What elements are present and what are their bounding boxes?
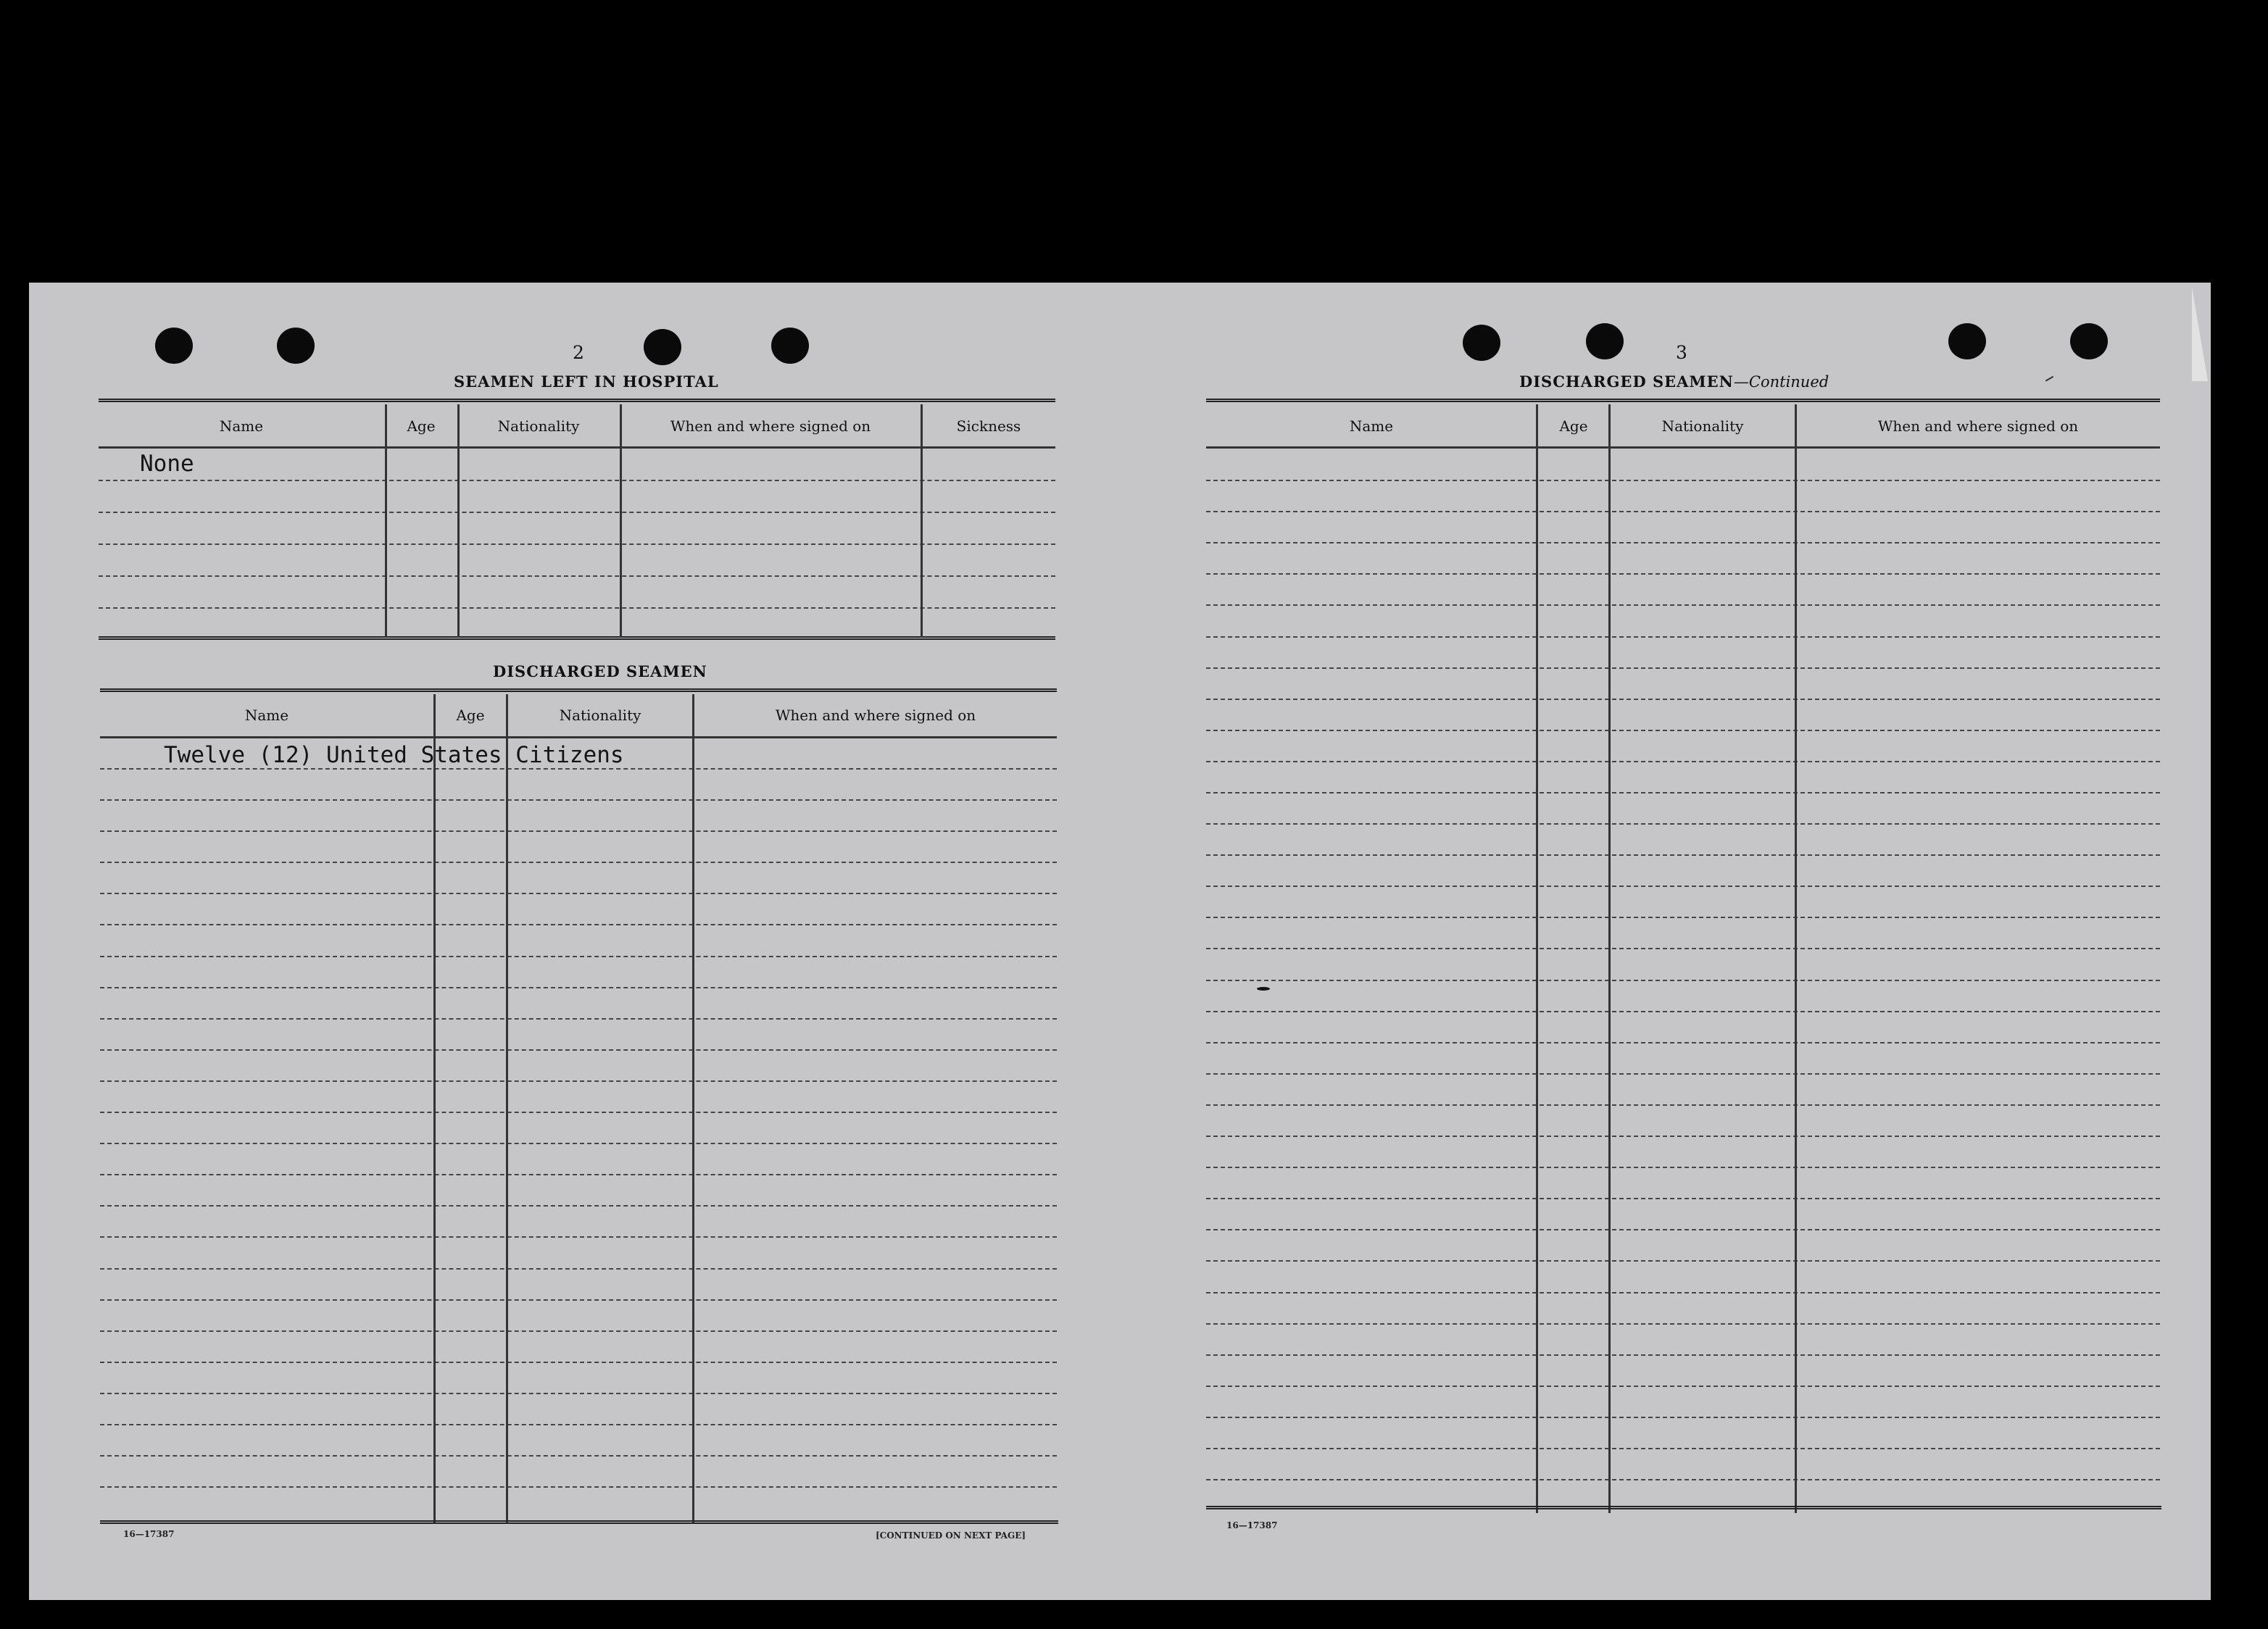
row-line [1206,636,2160,638]
form-number: 16—17387 [1226,1520,1278,1530]
row-line [1206,1073,2160,1075]
row-line [1206,573,2160,575]
row-line [1206,1417,2160,1418]
row-line [1206,1448,2160,1449]
column-header-name: Name [244,707,289,724]
column-divider [620,404,622,638]
punch-hole [644,329,681,365]
page-number: 2 [573,342,584,363]
punch-hole [1948,323,1986,359]
ink-speck [1257,987,1270,991]
row-line [1206,980,2160,981]
row-line [1206,604,2160,606]
row-line [1206,854,2160,856]
column-header-age: Age [456,707,485,724]
row-line [1206,823,2160,825]
row-line [1206,1323,2160,1325]
row-line [100,1455,1057,1457]
row-line [100,1049,1057,1051]
continued-note: [CONTINUED ON NEXT PAGE] [876,1530,1026,1541]
row-line [1206,1479,2160,1480]
table-rule [100,1520,1058,1524]
table-rule [100,736,1057,738]
row-line [100,924,1057,925]
row-line [1206,917,2160,918]
row-line [100,1205,1057,1207]
row-line [1206,480,2160,481]
row-line [100,1362,1057,1363]
typed-entry-discharged: Twelve (12) United States Citizens [164,742,624,768]
row-line [100,1112,1057,1113]
table-rule [1206,446,2160,449]
row-line [1206,730,2160,731]
column-divider [921,404,923,638]
row-line [100,830,1057,832]
table-rule [99,446,1055,449]
section-title-discharged: DISCHARGED SEAMEN [493,662,707,680]
column-divider [1795,404,1797,1513]
row-line [1206,761,2160,762]
row-line [1206,1136,2160,1137]
section-title-hospital: SEAMEN LEFT IN HOSPITAL [454,372,719,391]
row-line [1206,1292,2160,1293]
row-line [1206,1229,2160,1230]
column-divider [1608,404,1611,1513]
row-line [100,1080,1057,1082]
punch-hole [771,328,809,364]
table-rule [1206,399,2160,402]
row-line [100,987,1057,988]
row-line [1206,1260,2160,1262]
row-line [1206,1104,2160,1106]
table-rule [1206,1506,2161,1509]
column-divider [457,404,460,638]
table-rule [99,399,1055,402]
punch-hole [2070,323,2108,359]
row-line [100,799,1057,801]
column-header-name: Name [219,417,264,435]
column-divider [433,694,436,1523]
column-header-nationality: Nationality [559,707,641,724]
row-line [99,512,1055,513]
row-line [100,1143,1057,1144]
row-line [100,1486,1057,1488]
column-header-signed-on: When and where signed on [1877,417,2079,435]
row-line [1206,1354,2160,1356]
row-line [100,1299,1057,1301]
column-header-age: Age [407,417,436,435]
row-line [100,768,1057,770]
row-line [100,956,1057,957]
row-line [100,1236,1057,1238]
punch-hole [277,328,315,364]
row-line [99,575,1055,577]
column-header-signed-on: When and where signed on [775,707,976,724]
row-line [1206,948,2160,949]
row-line [99,480,1055,481]
punch-hole [1463,325,1500,361]
punch-hole [1586,323,1624,359]
row-line [1206,1011,2160,1012]
column-header-nationality: Nationality [497,417,580,435]
row-line [1206,699,2160,700]
row-line [100,1018,1057,1020]
row-line [100,1424,1057,1425]
column-header-name: Name [1349,417,1394,435]
column-divider [506,694,508,1523]
row-line [100,862,1057,863]
table-rule [100,688,1057,692]
column-divider [385,404,387,638]
table-rule [99,636,1055,640]
row-line [100,1330,1057,1332]
form-number: 16—17387 [123,1529,175,1539]
column-divider [1536,404,1538,1513]
title-suffix: —Continued [1733,373,1829,391]
page-number: 3 [1676,342,1687,363]
row-line [1206,511,2160,512]
title-text: DISCHARGED SEAMEN [1519,372,1734,391]
row-line [100,893,1057,894]
row-line [1206,886,2160,887]
section-title-discharged-continued [1519,372,1829,391]
column-divider [692,694,694,1523]
row-line [1206,1042,2160,1043]
column-header-sickness: Sickness [956,417,1021,435]
row-line [1206,1198,2160,1199]
row-line [1206,667,2160,669]
row-line [100,1393,1057,1394]
column-header-age: Age [1559,417,1588,435]
typed-entry-none: None [140,451,194,477]
page-corner-curl [2192,287,2208,381]
row-line [100,1174,1057,1175]
row-line [1206,1167,2160,1168]
row-line [1206,1386,2160,1387]
row-line [1206,542,2160,543]
column-header-nationality: Nationality [1661,417,1744,435]
row-line [99,543,1055,545]
punch-hole [155,328,193,364]
column-header-signed-on: When and where signed on [670,417,871,435]
row-line [1206,792,2160,793]
row-line [100,1268,1057,1270]
row-line [99,607,1055,609]
